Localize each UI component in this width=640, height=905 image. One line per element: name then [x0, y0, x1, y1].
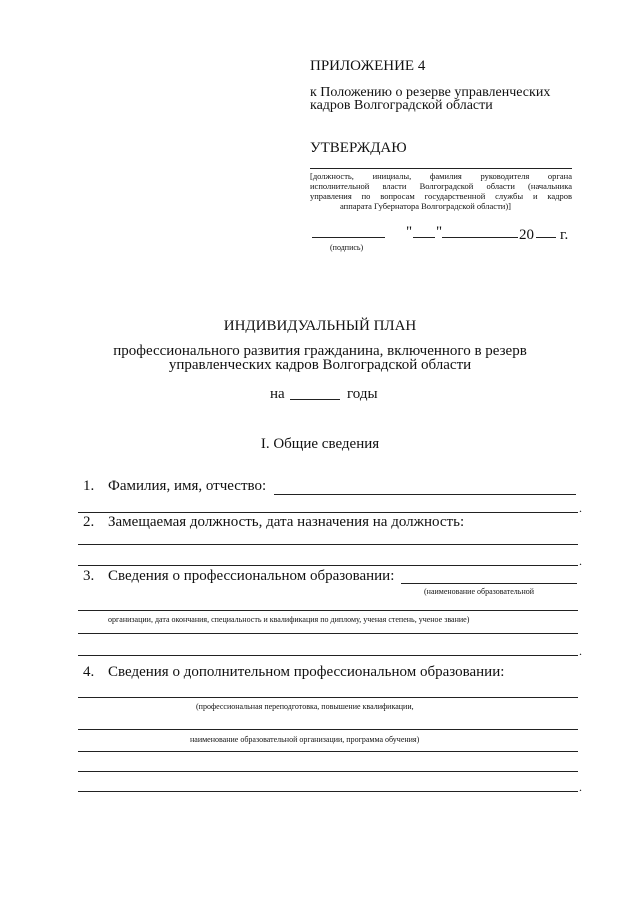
item2-fill-line[interactable]	[78, 544, 578, 545]
item2-period: .	[579, 554, 582, 568]
approver-note-line4: аппарата Губернатора Волгоградской области)]	[340, 201, 511, 211]
period-prefix: на	[270, 386, 285, 402]
period-suffix: годы	[347, 386, 378, 402]
item4-fill-line4[interactable]	[78, 771, 578, 772]
date-quote-open: "	[406, 224, 413, 240]
item3-fill-line3[interactable]	[78, 633, 578, 634]
item1-fill-line[interactable]	[274, 494, 576, 495]
approver-note-line3: управления по вопросам государственной службы и кадров	[310, 191, 572, 201]
item3-label: Сведения о профессиональном образовании:	[108, 568, 395, 584]
item3-fill-line2[interactable]	[78, 610, 578, 611]
item3-fill-line4[interactable]	[78, 655, 578, 656]
signature-line	[312, 237, 385, 238]
approver-note-line1: [должность, инициалы, фамилия руководителя органа	[310, 171, 572, 181]
date-quote-close: "	[436, 224, 443, 240]
appendix-ref-line1: к Положению о резерве управленческих	[310, 85, 551, 100]
item4-fill-line2[interactable]	[78, 729, 578, 730]
approve-title: УТВЕРЖДАЮ	[310, 140, 407, 156]
item1-period: .	[579, 501, 582, 515]
item4-caption2: наименование образовательной организации, программа обучения)	[190, 735, 420, 744]
item4-period: .	[579, 780, 582, 794]
item2-fill-line2[interactable]	[78, 565, 578, 566]
date-year-line	[536, 237, 556, 238]
plan-subtitle-line2: управленческих кадров Волгоградской области	[168, 357, 472, 373]
plan-title: ИНДИВИДУАЛЬНЫЙ ПЛАН	[223, 318, 417, 334]
item3-period: .	[579, 644, 582, 658]
approver-line	[310, 168, 572, 169]
item4-fill-line3[interactable]	[78, 751, 578, 752]
item4-number: 4.	[83, 664, 95, 680]
item4-label: Сведения о дополнительном профессиональном образовании:	[108, 664, 505, 680]
appendix-title: ПРИЛОЖЕНИЕ 4	[310, 58, 426, 74]
item4-caption1: (профессиональная переподготовка, повышение квалификации,	[196, 702, 414, 711]
date-day-line	[413, 237, 435, 238]
signature-caption: (подпись)	[330, 243, 364, 252]
item2-label: Замещаемая должность, дата назначения на должность:	[108, 514, 465, 530]
item3-caption2: организации, дата окончания, специальность и квалификация по диплому, ученая степень, ученое звание)	[108, 615, 470, 624]
date-month-line	[442, 237, 518, 238]
item1-fill-line2[interactable]	[78, 512, 578, 513]
item4-fill-line[interactable]	[78, 697, 578, 698]
period-line	[290, 399, 340, 400]
section1-title: I. Общие сведения	[260, 436, 380, 452]
item1-label: Фамилия, имя, отчество:	[108, 478, 267, 494]
item1-number: 1.	[83, 478, 95, 494]
item4-fill-line5[interactable]	[78, 791, 578, 792]
approver-note-line2: исполнительной власти Волгоградской области (начальника	[310, 181, 572, 191]
date-year-prefix: 20	[519, 227, 534, 243]
item3-caption1: (наименование образовательной	[424, 587, 535, 596]
plan-subtitle-line1: профессионального развития гражданина, включенного в резерв	[113, 343, 527, 359]
date-year-suffix: г.	[560, 227, 569, 243]
item3-fill-line[interactable]	[401, 583, 577, 584]
appendix-ref-line2: кадров Волгоградской области	[310, 98, 493, 113]
item3-number: 3.	[83, 568, 95, 584]
item2-number: 2.	[83, 514, 95, 530]
